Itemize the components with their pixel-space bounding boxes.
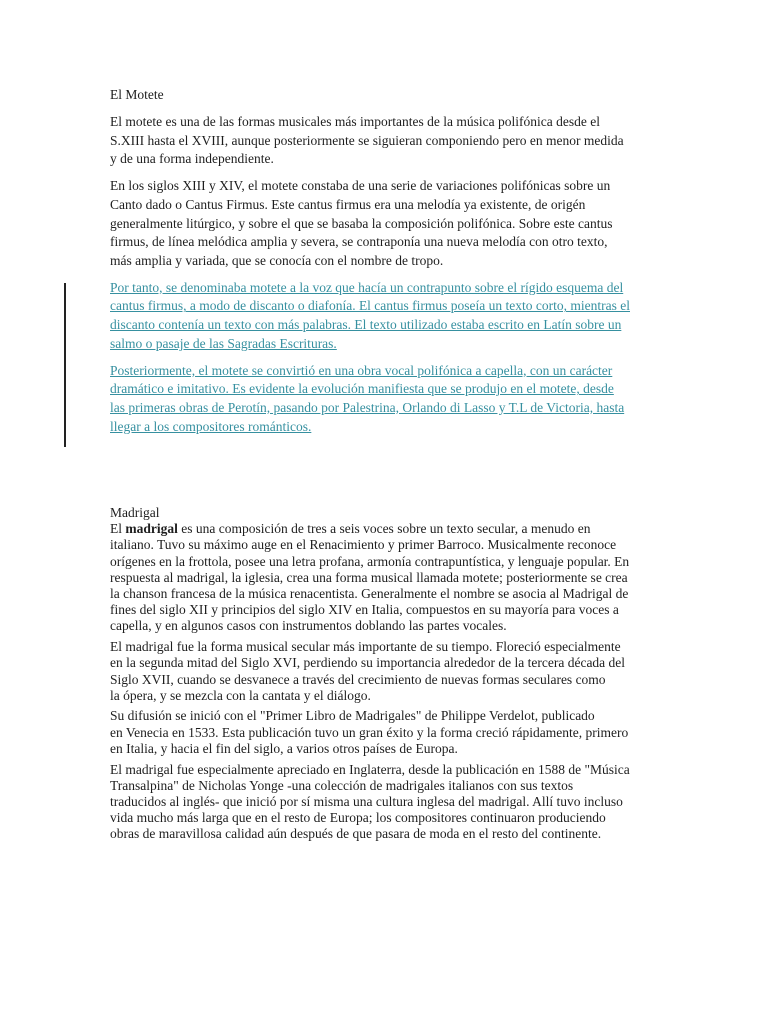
linked-text-line[interactable]: Posteriormente, el motete se convirtió en una obra vocal polifónica a capella, con un carácter (110, 362, 613, 378)
motete-section (110, 86, 730, 445)
text-line: fines del siglo XII y principios del siglo XIV en Italia, compuestos en su mayoría para voces a (110, 602, 619, 618)
text-line: en la segunda mitad del Siglo XVI, perdiendo su importancia alrededor de la tercera década del (110, 655, 626, 671)
text-line: Su difusión se inició con el "Primer Libro de Madrigales" de Philippe Verdelot, publicado (110, 708, 595, 724)
text-line: generalmente litúrgico, y sobre el que se basaba la composición polifónica. Sobre este cantus (110, 215, 613, 231)
bold-term-madrigal: madrigal (125, 521, 178, 537)
text-line: la ópera, y se mezcla con la cantata y el diálogo. (110, 687, 371, 703)
text-line: capella, y en algunos casos con instrumentos doblando las partes vocales. (110, 618, 507, 634)
text-line: en Italia, y hacia el fin del siglo, a varios otros países de Europa. (110, 740, 458, 756)
text-line: y de una forma independiente. (110, 151, 274, 167)
section-title-block (110, 86, 730, 105)
text-line: El madrigal fue especialmente apreciado en Inglaterra, desde la publicación en 1588 de "Música (110, 761, 630, 777)
text-line: firmus, de línea melódica amplia y severa, se contraponía una nueva melodía con otro texto, (110, 234, 608, 250)
motete-paragraph-4-linked (110, 362, 730, 436)
motete-paragraph-2 (110, 177, 730, 270)
linked-text-line[interactable]: las primeras obras de Perotín, pasando por Palestrina, Orlando di Lasso y T.L de Victoria, hasta (110, 399, 625, 415)
intro-line-start: El (110, 521, 126, 537)
text-line: S.XIII hasta el XVIII, aunque posteriormente se siguieran componiendo pero en menor medida (110, 132, 624, 148)
motete-paragraph-1 (110, 113, 730, 169)
madrigal-section (110, 505, 730, 847)
text-line: obras de maravillosa calidad aún después de que pasara de moda en el resto del continente. (110, 826, 602, 842)
madrigal-paragraph-4 (110, 762, 730, 843)
intro-line (110, 521, 730, 537)
linked-text-line[interactable]: salmo o pasaje de las Sagradas Escrituras. (110, 335, 337, 351)
section-title-block (110, 505, 730, 521)
linked-text-line[interactable]: cantus firmus, a modo de discanto o diafonía. El cantus firmus poseía un texto corto, mientras el (110, 298, 630, 314)
linked-text-line[interactable]: llegar a los compositores románticos. (110, 418, 312, 434)
intro-line-end: es una composición de tres a seis voces sobre un texto secular, a menudo en (177, 521, 591, 537)
text-line: Siglo XVII, cuando se desvanece a través del crecimiento de nuevas formas seculares como (110, 671, 606, 687)
text-line: más amplia y variada, que se conocía con el nombre de tropo. (110, 252, 444, 268)
section-title-madrigal: Madrigal (110, 505, 160, 520)
text-line: en Venecia en 1533. Esta publicación tuvo un gran éxito y la forma creció rápidamente, primero (110, 724, 629, 740)
text-line: El madrigal fue la forma musical secular más importante de su tiempo. Floreció especialmente (110, 639, 621, 655)
text-line: Canto dado o Cantus Firmus. Este cantus firmus era una melodía ya existente, de origén (110, 196, 586, 212)
text-line: italiano. Tuvo su máximo auge en el Renacimiento y primer Barroco. Musicalmente reconoce (110, 537, 617, 553)
linked-text-line[interactable]: dramático e imitativo. Es evidente la evolución manifiesta que se produjo en el motete, desde (110, 381, 614, 397)
motete-paragraph-3-linked (110, 279, 730, 353)
linked-text-line[interactable]: Por tanto, se denominaba motete a la voz que hacía un contrapunto sobre el rígido esquema del (110, 279, 624, 295)
text-line: la chanson francesa de la música renacentista. Generalmente el nombre se asocia al Madrigal de (110, 586, 629, 602)
revision-change-bar (64, 283, 66, 447)
text-line: Transalpina" de Nicholas Yonge -una colección de madrigales italianos con sus textos (110, 777, 574, 793)
text-line: respuesta al madrigal, la iglesia, crea una forma musical llamada motete; posteriormente se crea (110, 569, 628, 585)
text-line: El motete es una de las formas musicales más importantes de la música polifónica desde el (110, 114, 600, 130)
madrigal-paragraph-2 (110, 639, 730, 704)
linked-text-line[interactable]: discanto contenía un texto con más palabras. El texto utilizado estaba escrito en Latín sobre un (110, 317, 622, 333)
madrigal-paragraph-3 (110, 708, 730, 757)
madrigal-paragraph-1 (110, 521, 730, 634)
text-line: traducidos al inglés- que inició por sí misma una cultura inglesa del madrigal. Allí tuvo incluso (110, 793, 623, 809)
section-title-motete: El Motete (110, 87, 164, 102)
text-line: orígenes en la frottola, posee una letra profana, armonía contrapuntística, y lenguaje popular. En (110, 553, 630, 569)
text-line: En los siglos XIII y XIV, el motete constaba de una serie de variaciones polifónicas sobre un (110, 178, 611, 194)
text-line: vida mucho más larga que en el resto de Europa; los compositores continuaron produciendo (110, 810, 606, 826)
